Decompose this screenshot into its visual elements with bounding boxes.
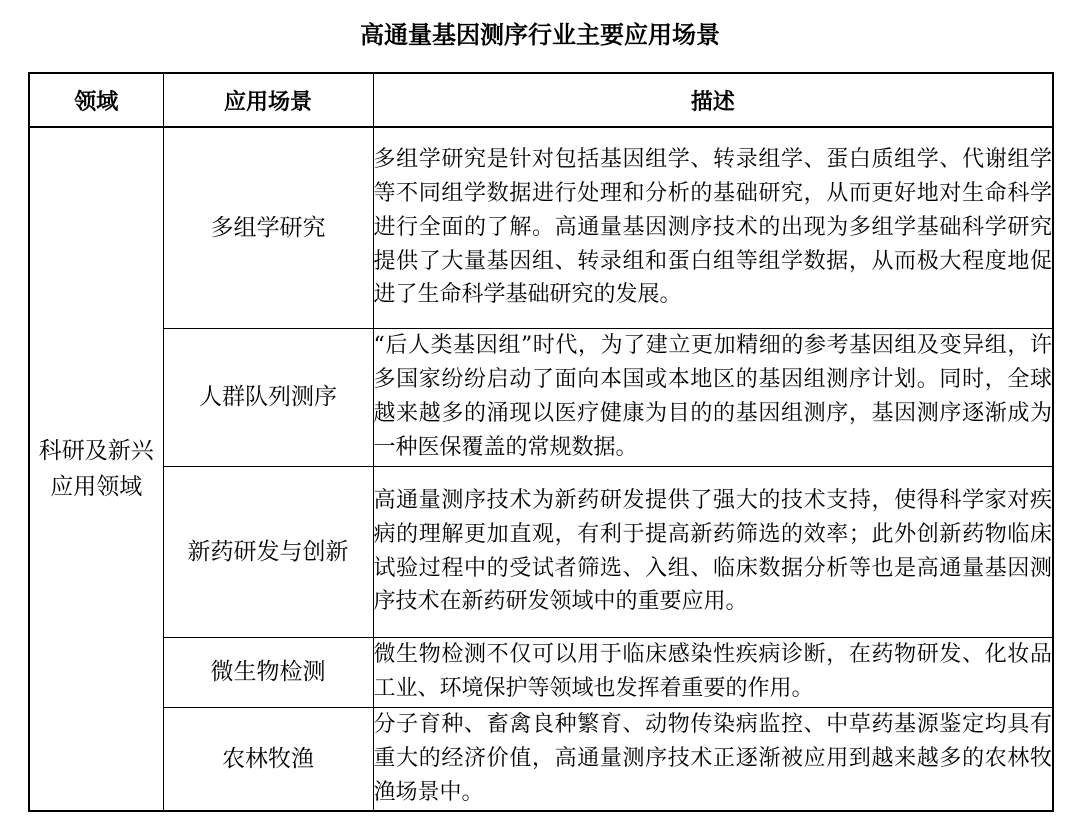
- description-cell: [373, 328, 1053, 466]
- application-scenarios-table: [28, 72, 1054, 812]
- description-text: 分子育种、畜禽良种繁育、动物传染病监控、中草药基源鉴定均具有重大的经济价值，高通量测序技术正逐渐被应用到越来越多的农林牧渔场景中。: [373, 712, 1052, 805]
- description-cell: [373, 637, 1053, 707]
- description-text: 微生物检测不仅可以用于临床感染性疾病诊断，在药物研发、化妆品工业、环境保护等领域也发挥着重要的作用。: [373, 642, 1052, 701]
- table-header-row: [29, 73, 1053, 127]
- scenario-cell: 微生物检测: [163, 637, 373, 707]
- scenario-cell: 农林牧渔: [163, 707, 373, 811]
- description-cell: [373, 707, 1053, 811]
- description-cell: [373, 466, 1053, 637]
- scenario-cell: 新药研发与创新: [163, 466, 373, 637]
- table-row: [29, 127, 1053, 328]
- header-domain: 领域: [29, 73, 163, 127]
- table-row: [29, 637, 1053, 707]
- table-row: [29, 328, 1053, 466]
- description-text: “后人类基因组”时代，为了建立更加精细的参考基因组及变异组，许多国家纷纷启动了面向本国或本地区的基因组测序计划。同时，全球越来越多的涌现以医疗健康为目的的基因组测序，基因测序逐渐成为一种医保覆盖的常规数据。: [373, 333, 1052, 460]
- header-description: 描述: [373, 73, 1053, 127]
- description-cell: [373, 127, 1053, 328]
- table-title: 高通量基因测序行业主要应用场景: [360, 21, 720, 49]
- description-text: 多组学研究是针对包括基因组学、转录组学、蛋白质组学、代谢组学等不同组学数据进行处理和分析的基础研究，从而更好地对生命科学进行全面的了解。高通量基因测序技术的出现为多组学基础科学研究提供了大量基因组、转录组和蛋白组等组学数据，从而极大程度地促进了生命科学基础研究的发展。: [373, 147, 1052, 308]
- scenario-cell: 人群队列测序: [163, 328, 373, 466]
- table-row: [29, 466, 1053, 637]
- header-scenario: 应用场景: [163, 73, 373, 127]
- table-row: [29, 707, 1053, 811]
- description-text: 高通量测序技术为新药研发提供了强大的技术支持，使得科学家对疾病的理解更加直观，有利于提高新药筛选的效率；此外创新药物临床试验过程中的受试者筛选、入组、临床数据分析等也是高通量基因测序技术在新药研发领域中的重要应用。: [373, 487, 1052, 615]
- scenario-cell: 多组学研究: [163, 127, 373, 328]
- domain-cell: 科研及新兴应用领域: [29, 127, 163, 811]
